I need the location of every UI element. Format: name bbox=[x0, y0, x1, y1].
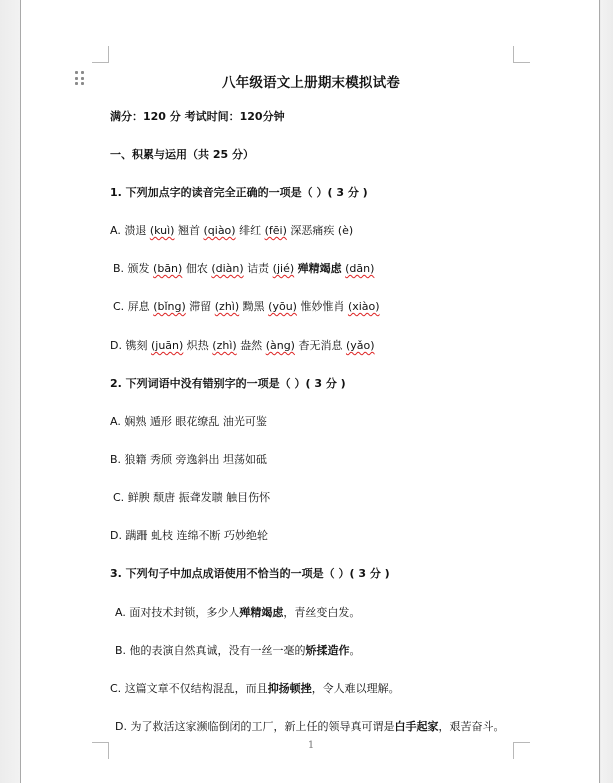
option-text: 狼籍 秀颀 旁逸斜出 坦荡如砥 bbox=[124, 453, 268, 466]
question-2-option-b bbox=[110, 453, 267, 467]
option-text: 鲜腴 颓唐 振聋发聩 触目伤怀 bbox=[127, 491, 271, 504]
option-idiom: 抑扬顿挫 bbox=[267, 682, 312, 695]
pinyin: (àng) bbox=[265, 339, 295, 352]
option-label: B. bbox=[115, 644, 127, 657]
option-label: C. bbox=[113, 300, 125, 313]
option-word: 杳无消息 bbox=[298, 339, 343, 352]
question-2-option-c bbox=[113, 491, 270, 505]
option-word: 滞留 bbox=[189, 300, 212, 313]
option-word: 佃农 bbox=[185, 262, 208, 275]
option-word: 深恶痛疾 bbox=[290, 224, 335, 237]
pinyin: (fēi) bbox=[264, 224, 287, 237]
question-3-stem: 3. 下列句子中加点成语使用不恰当的一项是（ ）( 3 分 ) bbox=[110, 567, 390, 580]
option-word: 炽热 bbox=[186, 339, 209, 352]
option-text: 他的表演自然真诚，没有一丝一毫的 bbox=[129, 644, 306, 657]
pinyin: (yǎo) bbox=[345, 339, 375, 352]
option-text: ，艰苦奋斗。 bbox=[438, 720, 505, 733]
option-text: 面对技术封锁，多少人 bbox=[129, 606, 240, 619]
option-text: 。 bbox=[349, 644, 361, 657]
question-2-option-d bbox=[110, 529, 268, 543]
document-page[interactable] bbox=[20, 0, 600, 783]
option-word: 镌刻 bbox=[125, 339, 148, 352]
page-number: 1 bbox=[307, 740, 315, 751]
pinyin: (zhì) bbox=[214, 300, 240, 313]
option-word: 颁发 bbox=[127, 262, 150, 275]
option-text: 娴熟 遁形 眼花缭乱 油光可鉴 bbox=[124, 415, 267, 428]
question-1-option-a bbox=[110, 224, 353, 238]
question-3-option-b bbox=[115, 644, 361, 658]
exam-meta: 满分：120 分 考试时间：120分钟 bbox=[110, 110, 285, 123]
option-idiom: 矫揉造作 bbox=[305, 644, 350, 657]
option-label: D. bbox=[115, 720, 127, 733]
pinyin: (zhì) bbox=[212, 339, 237, 352]
option-word: 绯红 bbox=[239, 224, 262, 237]
option-word: 溃退 bbox=[124, 224, 147, 237]
option-text: ，令人难以理解。 bbox=[311, 682, 400, 695]
pinyin: (bān) bbox=[153, 262, 183, 275]
pinyin: (kuì) bbox=[149, 224, 175, 237]
option-label: D. bbox=[110, 529, 122, 542]
option-text: 蹒跚 虬枝 连绵不断 巧妙绝轮 bbox=[125, 529, 268, 542]
option-word: 黝黑 bbox=[242, 300, 265, 313]
option-text: ，青丝变白发。 bbox=[283, 606, 361, 619]
option-idiom: 白手起家 bbox=[394, 720, 439, 733]
pinyin: (diàn) bbox=[211, 262, 244, 275]
question-3-option-a bbox=[115, 606, 360, 620]
pinyin: (jié) bbox=[272, 262, 295, 275]
canvas-left-margin bbox=[0, 0, 20, 783]
pinyin: (yōu) bbox=[268, 300, 297, 313]
crop-mark-top-right bbox=[513, 46, 530, 63]
option-label: B. bbox=[113, 262, 125, 275]
canvas-right-margin bbox=[601, 0, 613, 783]
option-word: 盎然 bbox=[240, 339, 263, 352]
crop-mark-top-left bbox=[92, 46, 109, 63]
option-text: 为了救活这家濒临倒闭的工厂，新上任的领导真可谓是 bbox=[130, 720, 395, 733]
question-1-option-b bbox=[113, 262, 374, 276]
option-label: C. bbox=[113, 491, 125, 504]
option-label: A. bbox=[110, 415, 121, 428]
question-2-option-a bbox=[110, 415, 267, 429]
question-3-option-c bbox=[110, 682, 400, 696]
option-label: A. bbox=[115, 606, 126, 619]
pinyin: (qiào) bbox=[203, 224, 236, 237]
section-heading: 一、积累与运用（共 25 分） bbox=[110, 148, 254, 161]
option-label: B. bbox=[110, 453, 122, 466]
document-title: 八年级语文上册期末模拟试卷 bbox=[221, 75, 401, 91]
option-idiom: 殚精竭虑 bbox=[239, 606, 284, 619]
option-word: 屏息 bbox=[127, 300, 150, 313]
question-1-option-d bbox=[110, 339, 375, 353]
option-text: 这篇文章不仅结构混乱，而且 bbox=[124, 682, 268, 695]
option-word: 惟妙惟肖 bbox=[300, 300, 345, 313]
option-word: 诘责 bbox=[247, 262, 270, 275]
option-label: A. bbox=[110, 224, 121, 237]
option-word: 殚精竭虑 bbox=[297, 262, 342, 275]
option-label: C. bbox=[110, 682, 122, 695]
question-1-stem: 1. 下列加点字的读音完全正确的一项是（ ）( 3 分 ) bbox=[110, 186, 368, 199]
pinyin: (è) bbox=[337, 224, 354, 237]
pinyin: (dān) bbox=[345, 262, 375, 275]
question-2-stem: 2. 下列词语中没有错别字的一项是（ ）( 3 分 ) bbox=[110, 377, 346, 390]
option-label: D. bbox=[110, 339, 122, 352]
pinyin: (bǐng) bbox=[153, 300, 186, 313]
pinyin: (xiào) bbox=[347, 300, 380, 313]
question-3-option-d bbox=[115, 720, 504, 734]
option-word: 翘首 bbox=[177, 224, 200, 237]
question-1-option-c bbox=[113, 300, 380, 314]
pinyin: (juān) bbox=[150, 339, 184, 352]
